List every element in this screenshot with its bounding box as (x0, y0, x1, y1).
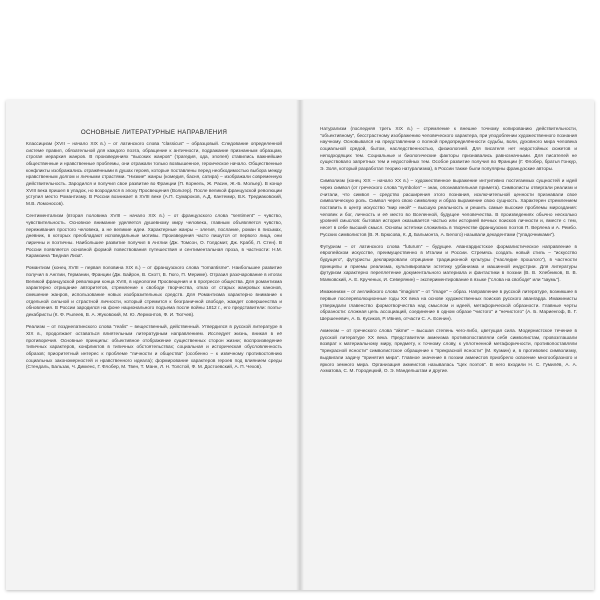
page-title: ОСНОВНЫЕ ЛИТЕРАТУРНЫЕ НАПРАВЛЕНИЯ (80, 129, 228, 136)
left-page-content (26, 126, 282, 377)
paragraph-naturalism: Натурализм (последняя треть XIX в.) – стремление к внешне точному копированию действительности, "объективному", бесстрастному изображению человеческого характера, при уподоблении художественного познания научному. Основывался на представлении о полной предопределённости судьбы, воли, духовного мира человека социальной средой, бытом, наследственностью, физиологией. Для писателя нет недостойных сюжетов и неподходящих тем. Социальные и биологические факторы признавались равнозначными. Для писателей не существовало запретных тем и недостойных тем. Особое развитие получил во Франции (Г. Флобер, братья Гонкур, Э. Золя, который разработал теорию натурализма), в России также были популярны французские авторы. (320, 126, 577, 172)
paragraph-acmeism: Акмеизм – от греческого слова "akme" – высшая степень чего-либо, цветущая сила. Модернистское течение в русской литературе XX века. Представители акмеизма противопоставляли себя символистам, провозглашали возврат к материальному миру, предмету, к точному слову, к уплотненной метафоричности, противопоставляли "прекрасной ясности" символистское обращение к "прекрасной ясности" (М. Кузмин) и, в противовес символизму, выдвигали задачу "принятия мира". Главное значение в поэзии акмеистов приобрело освоение многообразного и яркого земного мира. Организация акмеистов называлась "Цех поэтов". В него входили Н. С. Гумилёв, А. А. Ахматова, С. М. Городецкий, О. Э. Мандельштам и другие. (320, 328, 577, 374)
paragraph-imagism: Имажинизм – от английского слова "imagism" – от "image" – образ. Направление в русской литературе, возникшее в первые послереволюционные годы XX века на основе художественных поисков русского авангарда. Имажинисты утверждали главенство формотворчества над смыслом и идеей, метафорической образности. Главные черты образности: сложная цепь ассоциаций, соединение в одном образе "чистого" и "нечистого" (А. Б. Мариенгоф, В. Г. Шершеневич, А. Б. Кусиков, Р. Ивнев, отчасти С. А. Есенин). (320, 289, 577, 321)
paragraph-futurism: Футуризм – от латинского слова "futurum" – будущее. Авангардистское формалистическое направление в европейском искусстве, преимущественно в Италии и России. Стремясь создать новый стиль – "искусство будущего", футуристы декларировали отрицание традиционной культуры ("наследие прошлого"), в частности принципы и приемы реализма, культивировали эстетику урбанизма и машинной индустрии. Для литературы футуризм характерно переплетение документального материала и фантастики в поэзии (В. В. Хлебников, В. В. Маяковский, А. Е. Крученых, И. Северянин) – экспериментирование в языке ("слова на свободе" или "заумь"). (320, 243, 577, 283)
paragraph-classicism: Классицизм (XVII – начало XIX в.) – от латинского слова "classicus" – образцовый. Следование определенной системе правил, обязательной для каждого поэта, обращение к античности, подражание признанным образцам, строгая иерархия жанров. В произведениях "высоких жанров" (трагедия, ода, эпопея) ставились важнейшие общественные и нравственные проблемы, они отражали только возвышенное, героическое начало. Общественные конфликты изображались отражёнными в душах героев, которые поставлены перед необходимостью выбора между нравственным долгом и личными страстями. "Низкие" жанры (комедия, басня, сатира) – изображали современную действительность. Зародился и получил свое развитие во Франции (П. Корнель, Ж. Расин, Ж.-Б. Мольер). В конце XVIII века пришел в упадок, но возродился в эпоху Просвещения (Вольтер). После великой французской революции уступил место Романтизму. В России возникает в XVIII веке (А.П. Сумароков, А.Д. Кантемир, В.К. Тредиаковский, М.В. Ломоносов). (26, 141, 282, 207)
paragraph-romanticism: Романтизм (конец XVIII – первая половина XIX в.) – от французского слова "romantisme". Наибольшее развитие получил в Англии, Германии, Франции (Дж. Байрон, В. Скотт, В. Гюго, П. Мериме). Отразил разочарование в итогах Великой французской революции конца XVIII, в идеологии Просвещения и в прогрессе общества. Для романтизма характерно отрицание авторитетов, стремление к свободе творчества, отказ от старых жанровых канонов, смешение жанров, использование новых изобразительных средств. Для Романтизма характерно внимание к отдельной сильной и страстной личности, который стремится к безграничной свободе, жаждет совершенства и обновления. В России зародился на фоне национального подъема после войны 1812 г., его представители: поэты-декабристы (К. Ф. Рылеев, В. А. Жуковский, М. Ю. Лермонтов, Ф. И. Тютчев). (26, 265, 282, 318)
paragraph-sentimentalism: Сентиментализм (вторая половина XVIII – начало XIX в.) – от французского слова "sentiment" – чувство, чувствительность. Основное внимание уделяется душевному миру человека, главным объявляется чувство, переживания простого человека, а не великие идеи. Характерные жанры – элегия, послание, роман в письмах, дневник, в которых преобладают исповедальные мотивы. Произведения часто пишутся от первого лица, они лиричны и поэтичны. Наибольшее развитие получил в Англии (Дж. Томсон, О. Голдсмит, Дж. Крабб, Л. Стен). В России появляется основной формой повествования путешествия и сентиментальная проза, в частности: Н.М. Карамзина "Бедная Лиза". (26, 213, 282, 259)
paragraph-realism: Реализм – от позднелатинского слова "realis" – вещественный, действенный. Утвердился в русской литературе в XIX в., продолжает оставаться влиятельным литературным направлением. Исследует жизнь, вникая в её противоречия. Основные принципы: объективное отображение существенных сторон жизни; воспроизведение типичных характеров, конфликтов в типичных обстоятельствах; социальная и историческая обусловленность образов; приоритетный интерес к проблеме "личности и общества" (особенно – к извечному противостоянию социальных закономерностей и нравственного идеала); формирование характеров героев под влиянием среды (Стендаль, Бальзак, Ч. Диккенс, Г. Флобер, М. Твен, Т. Манн, Л. Н. Толстой, Ф. М. Достоевский, А. П. Чехов). (26, 324, 282, 370)
paragraph-symbolism: Символизм (конец XIX – начало XX в.) – художественное выражение интуитивно постигаемых сущностей и идей через символ (от греческого слова "symbolon" – знак, опознавательная примета). Символисты отвергали реализм и считали, что символ – средство расширения этого познания, исключительной ценности признавали свое символическую роль. Символ через свою символику и образ выражение свою сущность. Характерен стремлением поставить в центр искусство "мир иной" – высшую реальность и решить самые высокие проблемы мироздания: человек и бог, личность и её место во Вселенной, будущее человечества. В произведениях обычно несколько уровней смыслов: бытовая история оказывается частью или историей вечных поисков личности и, вместе с тем, несет в себе высший смысл. Основы эстетики сложились в творчестве французских поэтов П. Верлена и А. Рембо. Русских символистов (В. Я. Брюсова, К. Д. Бальмонта, А. Белого) называли декадентами ("упадочниками"). (320, 178, 577, 237)
open-booklet (6, 100, 594, 590)
right-page-content (320, 126, 577, 380)
right-page (300, 100, 594, 590)
left-page (6, 100, 300, 590)
